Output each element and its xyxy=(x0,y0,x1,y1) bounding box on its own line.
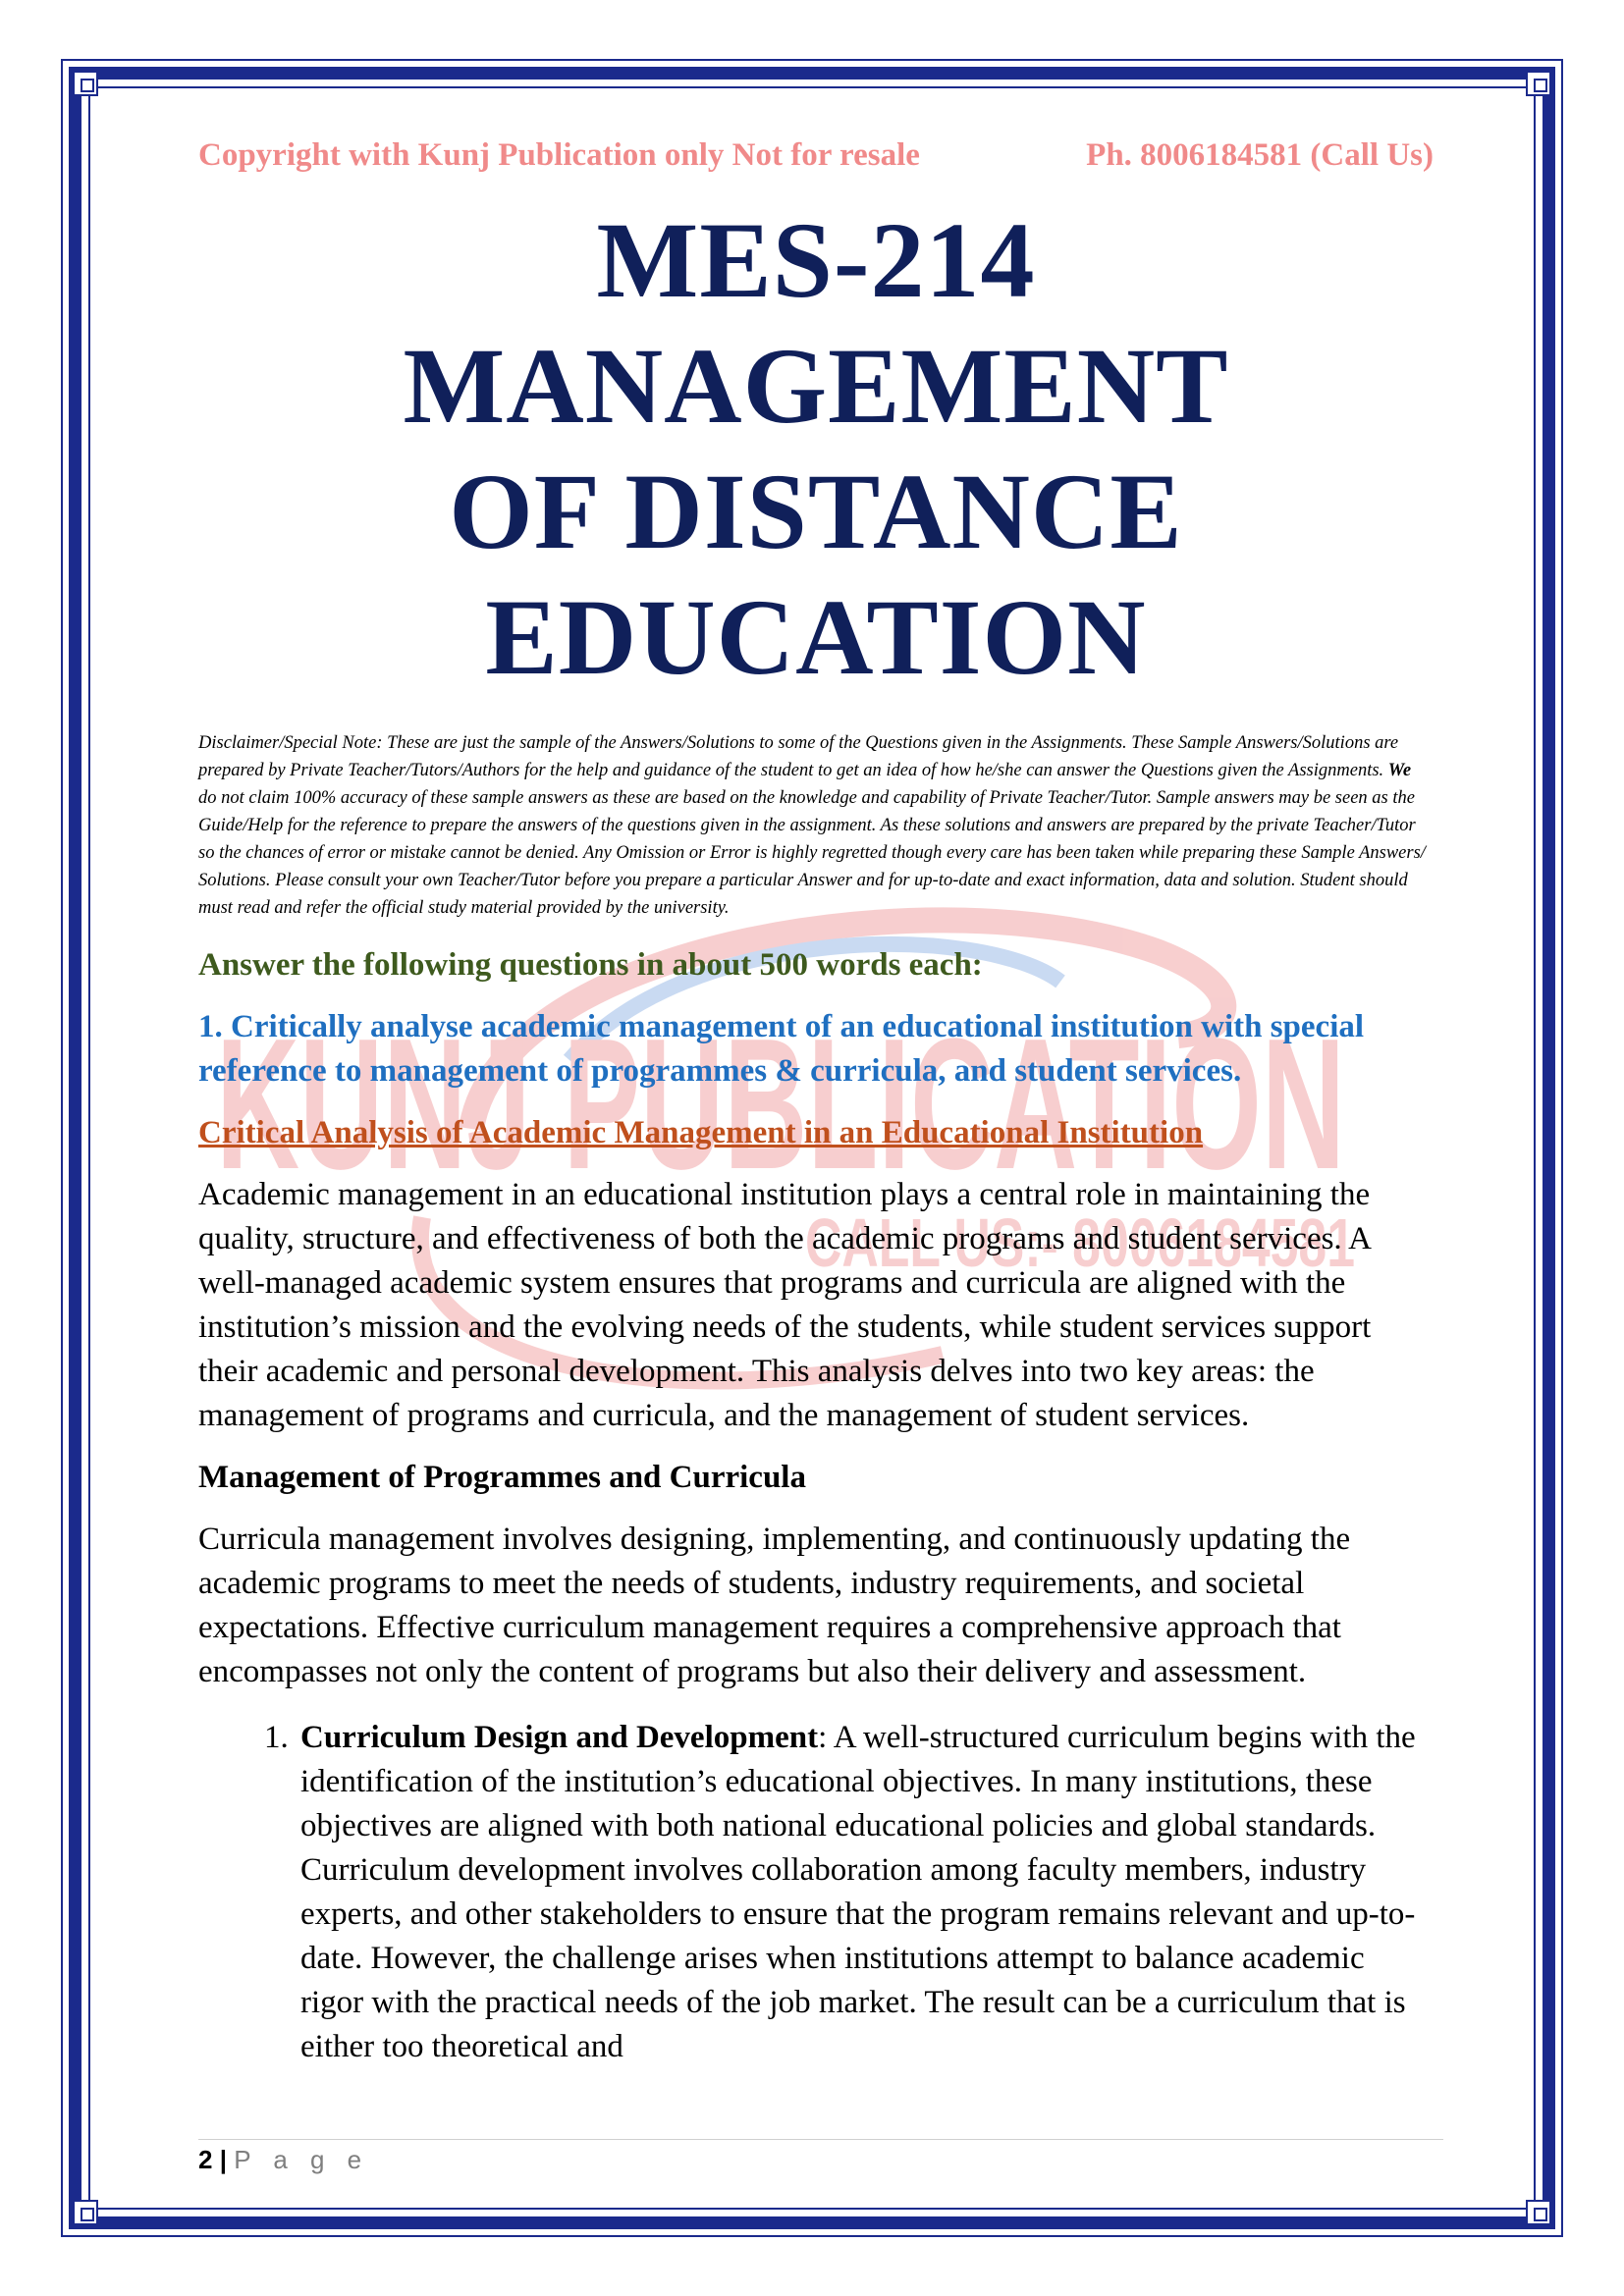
title-line-2: OF DISTANCE xyxy=(449,452,1183,571)
point-label: Curriculum Design and Development xyxy=(300,1720,819,1755)
phone-text: Ph. 8006184581 (Call Us) xyxy=(1086,137,1434,173)
footer-separator: | xyxy=(219,2145,227,2174)
section-paragraph: Curricula management involves designing, implementing, and continuously updating the academic programs to meet the needs of students, industry requirements, and societal expectations. Effective curriculum management requires a comprehensive approach that encompasses not only the content of programs but also their delivery and assessment. xyxy=(198,1522,1351,1689)
page-word: P a g e xyxy=(234,2145,370,2174)
instruction-heading: Answer the following questions in about 500 words each: xyxy=(198,947,983,983)
corner-ornament-bottom-right xyxy=(1526,2200,1551,2225)
disclaimer-we: We xyxy=(1387,761,1412,780)
copyright-text: Copyright with Kunj Publication only Not for resale xyxy=(198,137,920,173)
corner-ornament-top-right xyxy=(1526,71,1551,96)
watermark-brand-text: KUNJ PUBLICATION xyxy=(216,1000,1345,1208)
disclaimer xyxy=(198,729,1434,922)
page-content xyxy=(198,137,1434,2069)
question-1: 1. Critically analyse academic management of an educational institution with special reference to management of programmes & curricula, and student services. xyxy=(198,1009,1365,1089)
section-heading: Management of Programmes and Curricula xyxy=(198,1460,806,1495)
footer-divider xyxy=(198,2139,1443,2140)
page-number: 2 xyxy=(198,2145,213,2174)
intro-paragraph: Academic management in an educational institution plays a central role in maintaining the quality, structure, and effectiveness of both the academic programs and student services. A well-managed academic system ensures that programs and curricula are aligned with the institution’s mission and the evolving needs of the students, while student services support their academic and personal development. This analysis delves into two key areas: the management of programs and curricula, and the management of student services. xyxy=(198,1177,1372,1433)
watermark-call-text: CALL US:- 8006184581 xyxy=(805,1204,1355,1281)
copyright-header xyxy=(198,137,1434,174)
answer-heading: Critical Analysis of Academic Management in an Educational Institution xyxy=(198,1115,1204,1150)
point-text: : A well-structured curriculum begins with the identification of the institution’s educational objectives. In many institutions, these objectives are aligned with both national educational policies and global standards. Curriculum development involves collaboration among faculty members, industry experts, and other stakeholders to ensure that the program remains relevant and up-to-date. However, the challenge arises when institutions attempt to balance academic rigor with the practical needs of the job market. The result can be a curriculum that is either too theoretical and xyxy=(300,1720,1416,2064)
list-item xyxy=(297,1716,1434,2069)
disclaimer-part-1: Disclaimer/Special Note: These are just the sample of the Answers/Solutions to some of the Questions given in the Assignments. These Sample Answers/Solutions are prepared by Private Teacher/Tutors/Authors for the help and guidance of the student to get an idea of how he/she can answer the Questions given the Assignments. xyxy=(198,733,1399,780)
points-list xyxy=(198,1716,1434,2069)
title-line-3: EDUCATION xyxy=(485,577,1147,697)
document-title xyxy=(198,197,1434,700)
corner-ornament-top-left xyxy=(73,71,98,96)
page-footer xyxy=(198,2145,369,2175)
title-line-1: MES-214 MANAGEMENT xyxy=(403,200,1229,446)
disclaimer-part-2: do not claim 100% accuracy of these sample answers as these are based on the knowledge and capability of Private Teacher/Tutor. Sample answers may be seen as the Guide/Help for the reference to prepare the answers of the questions given in the assignment. As these solutions and answers are prepared by the private Teacher/Tutor so the chances of error or mistake cannot be denied. Any Omission or Error is highly regretted though every care has been taken while preparing these Sample Answers/ Solutions. Please consult your own Teacher/Tutor before you prepare a particular Answer and for up-to-date and exact information, data and solution. Student should must read and refer the official study material provided by the university. xyxy=(198,788,1426,918)
corner-ornament-bottom-left xyxy=(73,2200,98,2225)
